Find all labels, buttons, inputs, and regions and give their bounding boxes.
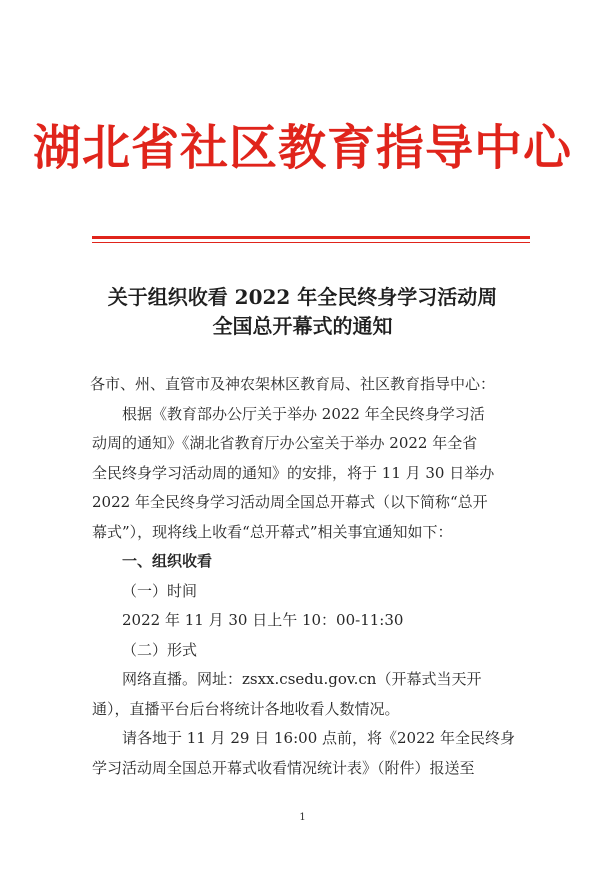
subsection-1-text: 2022 年 11 月 30 日上午 10：00-11:30 <box>122 611 404 629</box>
paragraph-2-line: 学习活动周全国总开幕式收看情况统计表》（附件）报送至 <box>92 758 475 777</box>
header-divider-thin <box>92 242 530 243</box>
subsection-1-heading: （一）时间 <box>122 581 198 600</box>
organization-header-title: 湖北省社区教育指导中心 <box>32 120 572 176</box>
paragraph-1-line: 动周的通知》《湖北省教育厅办公室关于举办 2022 年全省 <box>92 434 478 452</box>
paragraph-2-line: 请各地于 11 月 29 日 16:00 点前，将《2022 年全民终身 <box>122 729 515 747</box>
paragraph-1-line: 全民终身学习活动周的通知》的安排，将于 11 月 30 日举办 <box>92 463 495 482</box>
document-title-line-1: 关于组织收看 2022 年全民终身学习活动周 <box>107 285 498 309</box>
document-title-line-2: 全国总开幕式的通知 <box>212 314 393 338</box>
section-1-heading: 一、组织收看 <box>122 552 213 570</box>
page-number: 1 <box>299 812 306 823</box>
paragraph-1-line: 根据《教育部办公厅关于举办 2022 年全民终身学习活 <box>122 404 485 423</box>
subsection-2-line: 通），直播平台后台将统计各地收看人数情况。 <box>92 699 400 718</box>
subsection-2-line: 网络直播。网址：zsxx.csedu.gov.cn（开幕式当天开 <box>122 670 482 688</box>
salutation: 各市、州、直管市及神农架林区教育局、社区教育指导中心： <box>90 375 496 393</box>
document-title <box>60 283 545 341</box>
document-body <box>92 370 527 783</box>
paragraph-1-line: 2022 年全民终身学习活动周全国总开幕式（以下简称“总开 <box>92 493 488 511</box>
paragraph-1-line: 幕式”），现将线上收看“总开幕式”相关事宜通知如下： <box>92 522 453 541</box>
subsection-2-heading: （二）形式 <box>122 640 198 659</box>
header-divider-thick <box>92 236 530 239</box>
